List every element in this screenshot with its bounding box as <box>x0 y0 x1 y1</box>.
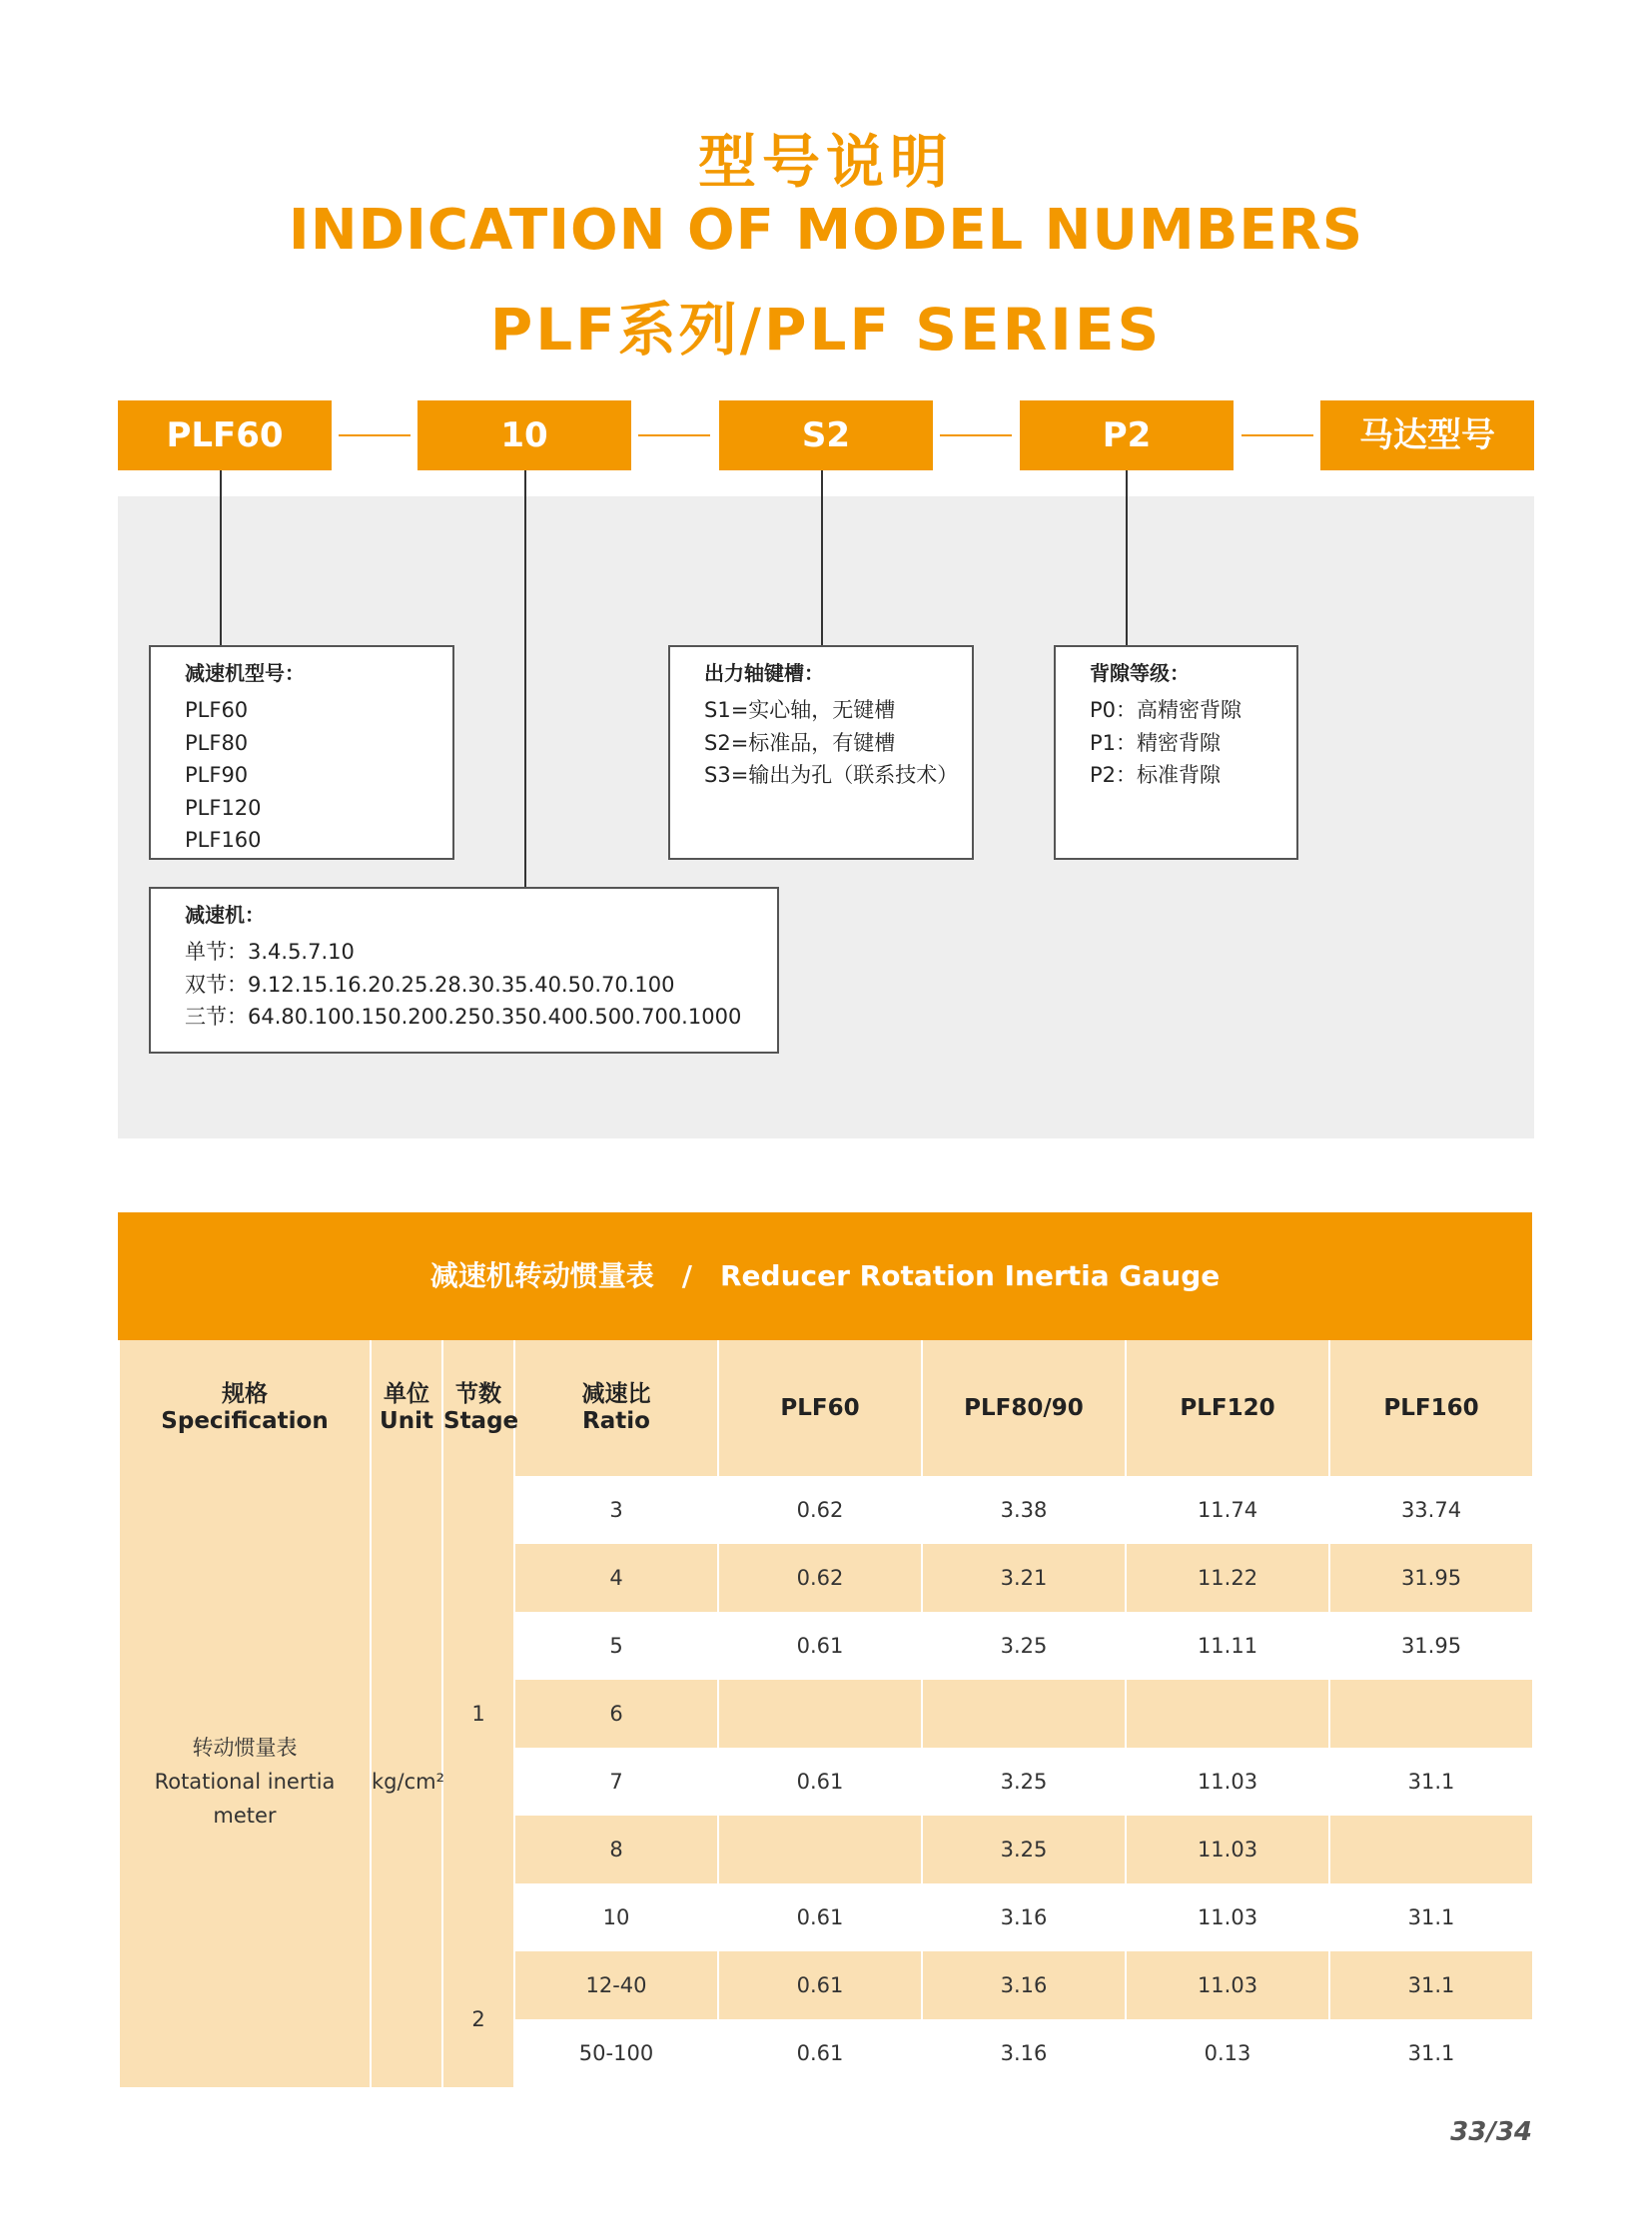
inertia-table-title: 减速机转动惯量表 / Reducer Rotation Inertia Gauge <box>118 1212 1532 1340</box>
connector-line <box>821 470 823 646</box>
header-unit-en: Unit <box>380 1408 433 1434</box>
header-ratio-en: Ratio <box>582 1408 650 1434</box>
unit-cell: kg/cm² <box>371 1476 442 2087</box>
code-separator <box>638 434 710 436</box>
value-cell: 3.25 <box>922 1612 1126 1680</box>
stage-cell: 2 <box>442 1951 514 2087</box>
connector-line <box>220 470 222 646</box>
value-cell: 31.1 <box>1329 2019 1533 2087</box>
series-title: PLF系列/PLF SERIES <box>489 296 1163 364</box>
header-model-plf80-90: PLF80/90 <box>922 1340 1126 1476</box>
value-cell: 11.03 <box>1126 1816 1329 1883</box>
value-cell: 31.95 <box>1329 1612 1533 1680</box>
table-header-row <box>119 1340 1533 1476</box>
value-cell: 0.61 <box>718 1748 922 1816</box>
header-spec-cn: 规格 <box>222 1381 268 1407</box>
ratio-option: 三节：64.80.100.150.200.250.350.400.500.700.1000 <box>185 1005 742 1029</box>
value-cell: 31.1 <box>1329 1748 1533 1816</box>
ratio-info-box <box>149 887 779 1054</box>
model-option: PLF160 <box>185 828 262 852</box>
value-cell <box>1329 1680 1533 1748</box>
ratio-cell: 3 <box>514 1476 718 1544</box>
code-part-ratio: 10 <box>417 400 631 470</box>
value-cell: 31.1 <box>1329 1951 1533 2019</box>
header-stage-cn: 节数 <box>455 1381 501 1407</box>
inertia-table-section <box>118 1212 1532 2087</box>
value-cell <box>922 1680 1126 1748</box>
code-part-model: PLF60 <box>118 400 332 470</box>
header-stage-en: Stage <box>443 1408 519 1434</box>
spec-en: Rotational inertia meter <box>154 1770 336 1828</box>
model-info-box <box>149 645 454 860</box>
code-separator <box>1241 434 1313 436</box>
model-info-heading: 减速机型号： <box>185 661 305 685</box>
value-cell <box>1126 1680 1329 1748</box>
model-option: PLF80 <box>185 730 249 755</box>
value-cell: 3.25 <box>922 1748 1126 1816</box>
backlash-info-heading: 背隙等级： <box>1090 661 1190 685</box>
connector-line <box>524 470 526 887</box>
header-model-plf120: PLF120 <box>1126 1340 1329 1476</box>
page-number: 33/34 <box>1450 2117 1532 2147</box>
header-unit <box>371 1340 442 1476</box>
value-cell <box>1329 1816 1533 1883</box>
value-cell: 3.38 <box>922 1476 1126 1544</box>
page-title-en: INDICATION OF MODEL NUMBERS <box>288 198 1364 263</box>
value-cell: 3.25 <box>922 1816 1126 1883</box>
value-cell: 31.1 <box>1329 1883 1533 1951</box>
header-unit-cn: 单位 <box>384 1381 429 1407</box>
value-cell: 0.62 <box>718 1544 922 1612</box>
backlash-option: P1：精密背隙 <box>1090 730 1222 755</box>
ratio-option: 单节：3.4.5.7.10 <box>185 940 355 964</box>
model-option: PLF60 <box>185 698 249 722</box>
value-cell: 11.03 <box>1126 1951 1329 2019</box>
value-cell: 11.11 <box>1126 1612 1329 1680</box>
model-option: PLF120 <box>185 795 262 820</box>
ratio-cell: 50-100 <box>514 2019 718 2087</box>
value-cell: 0.62 <box>718 1476 922 1544</box>
value-cell: 0.61 <box>718 1883 922 1951</box>
code-part-shaft: S2 <box>719 400 933 470</box>
value-cell: 33.74 <box>1329 1476 1533 1544</box>
value-cell: 3.16 <box>922 2019 1126 2087</box>
value-cell: 0.61 <box>718 1951 922 2019</box>
value-cell <box>718 1680 922 1748</box>
header-stage <box>442 1340 519 1476</box>
ratio-option: 双节：9.12.15.16.20.25.28.30.35.40.50.70.100 <box>185 972 675 997</box>
inertia-table <box>118 1340 1534 2087</box>
shaft-option: S1=实心轴，无键槽 <box>704 698 896 722</box>
code-separator <box>940 434 1012 436</box>
ratio-cell: 6 <box>514 1680 718 1748</box>
header-ratio <box>514 1340 718 1476</box>
ratio-cell: 10 <box>514 1883 718 1951</box>
table-row <box>119 1476 1533 1544</box>
code-part-backlash: P2 <box>1020 400 1234 470</box>
shaft-option: S2=标准品，有键槽 <box>704 730 896 755</box>
value-cell <box>718 1816 922 1883</box>
spec-cn: 转动惯量表 <box>192 1736 298 1760</box>
header-model-plf60: PLF60 <box>718 1340 922 1476</box>
stage-cell: 1 <box>442 1476 514 1951</box>
value-cell: 31.95 <box>1329 1544 1533 1612</box>
header-model-plf160: PLF160 <box>1329 1340 1533 1476</box>
backlash-info-box <box>1054 645 1298 860</box>
page-title-cn: 型号说明 <box>697 128 954 196</box>
ratio-cell: 5 <box>514 1612 718 1680</box>
value-cell: 3.16 <box>922 1951 1126 2019</box>
shaft-info-box <box>668 645 974 860</box>
code-part-motor: 马达型号 <box>1320 400 1534 470</box>
shaft-option: S3=输出为孔（联系技术） <box>704 763 959 787</box>
connector-line <box>1126 470 1128 646</box>
shaft-info-heading: 出力轴键槽： <box>704 661 824 685</box>
ratio-info-heading: 减速机： <box>185 903 265 927</box>
value-cell: 0.61 <box>718 2019 922 2087</box>
header-spec-en: Specification <box>161 1408 329 1434</box>
backlash-option: P2：标准背隙 <box>1090 763 1222 787</box>
value-cell: 3.16 <box>922 1883 1126 1951</box>
spec-cell <box>119 1476 371 2087</box>
ratio-cell: 7 <box>514 1748 718 1816</box>
value-cell: 11.03 <box>1126 1883 1329 1951</box>
ratio-cell: 8 <box>514 1816 718 1883</box>
backlash-option: P0：高精密背隙 <box>1090 698 1242 722</box>
value-cell: 11.22 <box>1126 1544 1329 1612</box>
value-cell: 0.61 <box>718 1612 922 1680</box>
value-cell: 11.74 <box>1126 1476 1329 1544</box>
value-cell: 11.03 <box>1126 1748 1329 1816</box>
value-cell: 0.13 <box>1126 2019 1329 2087</box>
header-ratio-cn: 减速比 <box>581 1381 651 1407</box>
code-separator <box>339 434 411 436</box>
header-spec <box>119 1340 371 1476</box>
ratio-cell: 4 <box>514 1544 718 1612</box>
model-option: PLF90 <box>185 763 249 787</box>
ratio-cell: 12-40 <box>514 1951 718 2019</box>
value-cell: 3.21 <box>922 1544 1126 1612</box>
